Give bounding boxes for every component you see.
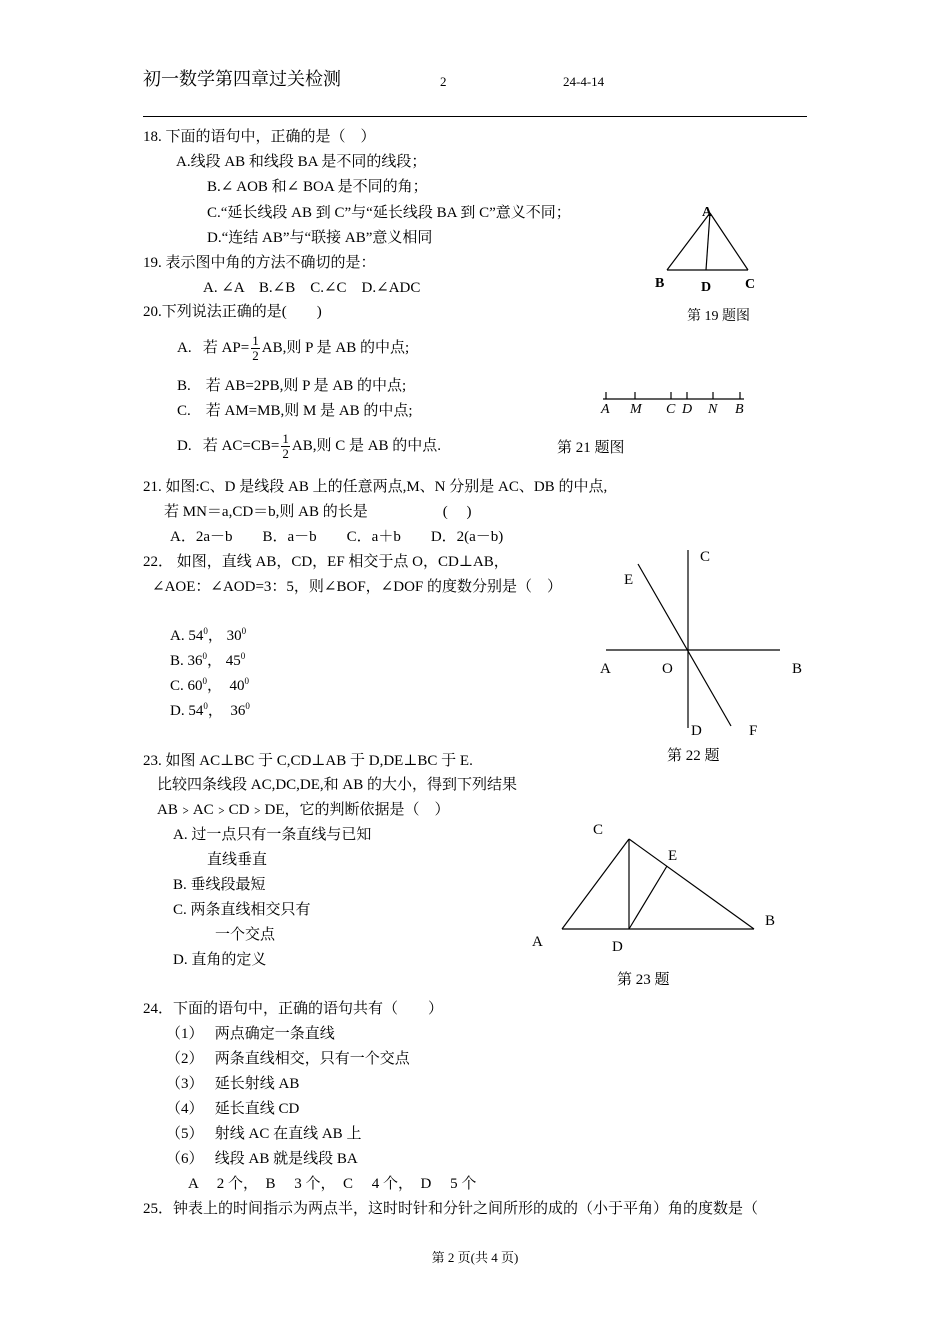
q23-option-a-line1: A. 过一点只有一条直线与已知 — [173, 827, 372, 843]
q20-a-frac-den: 2 — [252, 348, 259, 364]
q22-c-deg1: 0 — [202, 676, 208, 686]
q24-item — [166, 1125, 361, 1143]
q23-stem-line1: 23. 如图 AC⊥BC 于 C,CD⊥AB 于 D,DE⊥BC 于 E. — [143, 753, 473, 769]
q23-stem-line2: 比较四条线段 AC,DC,DE,和 AB 的大小，得到下列结果 — [157, 777, 518, 793]
q23-line-ac — [562, 839, 629, 929]
q23-label-c: C — [593, 822, 604, 838]
q22-label-a: A — [600, 661, 611, 677]
q20-option-c: C. 若 AM=MB,则 M 是 AB 的中点; — [177, 403, 413, 419]
q23-label-d: D — [612, 939, 623, 955]
q20-a-fraction — [251, 334, 260, 363]
q24-item-num: （1） — [166, 1026, 204, 1042]
q24-item — [166, 1025, 335, 1043]
q19-label-a: A — [702, 205, 713, 220]
q21-stem-line2: 若 MN＝a,CD＝b,则 AB 的长是 ( ) — [164, 504, 472, 520]
q23-caption: 第 23 题 — [617, 972, 670, 988]
q19-label-d: D — [701, 280, 712, 295]
q22-label-e: E — [624, 572, 634, 588]
q22-c-v1: 60 — [187, 678, 203, 694]
q23-option-c-line1: C. 两条直线相交只有 — [173, 902, 311, 918]
q24-item-num: （6） — [166, 1151, 204, 1167]
q23-line-de — [629, 866, 667, 929]
q18-stem: 18. 下面的语句中，正确的是（ ） — [143, 129, 376, 145]
q19-figure — [640, 200, 770, 325]
q24-item-num: （3） — [166, 1076, 204, 1092]
q22-b-v1: 36 — [187, 653, 203, 669]
q24-item-num: （5） — [166, 1126, 204, 1142]
q22-option-d: D. $54^0$， $36^0$ — [170, 701, 250, 719]
q21-label-m: M — [630, 402, 642, 417]
q22-option-a: A. $54^0$， $30^0$ — [170, 626, 247, 644]
q25-stem: 25．钟表上的时间指示为两点半，这时时针和分针之间所形的成的（小于平角）角的度数是（ — [143, 1201, 759, 1217]
q22-label-b: B — [792, 661, 803, 677]
q24-item — [166, 1050, 410, 1068]
q20-option-b: B. 若 AB=2PB,则 P 是 AB 的中点; — [177, 378, 407, 394]
q19-label-c: C — [745, 277, 756, 292]
q20-option-a — [177, 332, 409, 364]
q24-item — [166, 1150, 358, 1168]
header-page-number: 2 — [440, 74, 447, 89]
q22-a-label: A. — [170, 628, 185, 644]
q20-a-post: AB,则 P 是 AB 的中点; — [261, 340, 410, 356]
q23-line-cb — [629, 839, 754, 929]
q22-d-v2: 36 — [230, 703, 246, 719]
q18-option-d: D.“连结 AB”与“联接 AB”意义相同 — [207, 230, 433, 246]
q24-item-text: 射线 AC 在直线 AB 上 — [214, 1126, 362, 1142]
q22-b-deg1: 0 — [202, 651, 208, 661]
q18-option-c: C.“延长线段 AB 到 C”与“延长线段 BA 到 C”意义不同； — [207, 205, 571, 221]
q22-caption: 第 22 题 — [667, 748, 720, 764]
q24-item-text: 延长直线 CD — [214, 1101, 300, 1117]
q22-option-c: C. $60^0$， $40^0$ — [170, 676, 250, 694]
header-rule — [143, 116, 807, 117]
q20-option-d — [177, 430, 441, 462]
q22-a-deg1: 0 — [203, 626, 208, 636]
q21-label-c: C — [666, 402, 676, 417]
q21-label-a: A — [601, 402, 610, 417]
q20-a-label: A. — [177, 340, 192, 356]
q22-d-deg2: 0 — [245, 701, 250, 711]
q24-item-text: 线段 AB 就是线段 BA — [214, 1151, 358, 1167]
q22-b-label: B. — [170, 653, 184, 669]
q21-options: A．2a－b B．a－b C．a＋b D．2(a－b) — [170, 529, 504, 545]
q19-stem: 19. 表示图中角的方法不确切的是： — [143, 255, 376, 271]
q22-d-v1: 54 — [188, 703, 204, 719]
q20-d-pre: 若 AC=CB= — [202, 438, 280, 454]
q21-label-n: N — [708, 402, 718, 417]
q20-d-fraction — [281, 432, 290, 461]
q18-option-b: B.∠ AOB 和∠ BOA 是不同的角； — [207, 179, 428, 195]
q22-b-v2: 45 — [225, 653, 241, 669]
q22-c-deg2: 0 — [244, 676, 250, 686]
q24-item-text: 延长射线 AB — [214, 1076, 300, 1092]
q24-item-num: （2） — [166, 1051, 204, 1067]
q22-label-d: D — [691, 723, 702, 739]
q20-d-post: AB,则 C 是 AB 的中点. — [291, 438, 442, 454]
q21-caption: 第 21 题图 — [557, 440, 625, 456]
q22-a-v2: 30 — [226, 628, 242, 644]
q22-d-deg1: 0 — [203, 701, 208, 711]
header-date: 24-4-14 — [563, 74, 605, 89]
q22-line-ef — [638, 564, 731, 726]
q22-label-f: F — [749, 723, 758, 739]
q24-item — [166, 1075, 299, 1093]
q24-item-num: （4） — [166, 1101, 204, 1117]
page-footer: 第 2 页(共 4 页) — [431, 1250, 519, 1265]
q18-option-a: A.线段 AB 和线段 BA 是不同的线段； — [176, 154, 427, 170]
q23-label-e: E — [668, 848, 678, 864]
q21-label-d: D — [682, 402, 693, 417]
q23-option-d: D. 直角的定义 — [173, 952, 267, 968]
q22-stem-line2: ∠AOE：∠AOD=3：5，则∠BOF，∠DOF 的度数分别是（ ） — [152, 579, 562, 595]
q21-figure — [557, 388, 755, 458]
q20-d-frac-num: 1 — [282, 431, 289, 447]
q22-label-o: O — [662, 661, 673, 677]
q22-c-v2: 40 — [229, 678, 245, 694]
q21-stem-line1: 21. 如图:C、D 是线段 AB 上的任意两点,M、N 分别是 AC、DB 的中点, — [143, 479, 608, 495]
q20-d-frac-den: 2 — [282, 446, 289, 462]
q23-label-b: B — [765, 913, 776, 929]
q23-option-a-line2: 直线垂直 — [207, 852, 268, 868]
q22-stem-line1: 22． 如图，直线 AB，CD，EF 相交于点 O，CD⊥AB， — [143, 554, 509, 570]
q22-a-deg2: 0 — [241, 626, 247, 636]
q19-caption: 第 19 题图 — [687, 309, 750, 324]
q24-options: A 2 个， B 3 个， C 4 个， D 5 个 — [188, 1176, 477, 1192]
q19-line-ad — [706, 213, 710, 270]
q22-label-c: C — [700, 549, 711, 565]
q23-label-a: A — [532, 934, 543, 950]
q23-option-b: B. 垂线段最短 — [173, 877, 266, 893]
q20-a-pre: 若 AP= — [202, 340, 250, 356]
q22-figure — [590, 540, 820, 770]
q24-item-text: 两点确定一条直线 — [214, 1026, 335, 1042]
q19-line-ab — [667, 213, 710, 270]
q20-stem: 20.下列说法正确的是( ) — [143, 304, 322, 320]
q22-b-deg2: 0 — [240, 651, 246, 661]
q23-option-c-line2: 一个交点 — [215, 927, 276, 943]
q22-option-b: B. $36^0$， $45^0$ — [170, 651, 246, 669]
q19-line-ac — [710, 213, 748, 270]
q19-options: A. ∠A B.∠B C.∠C D.∠ADC — [203, 280, 421, 296]
q24-stem: 24．下面的语句中，正确的语句共有（ ） — [143, 1001, 444, 1017]
q23-figure — [525, 815, 795, 995]
q22-a-v1: 54 — [188, 628, 204, 644]
q22-d-label: D. — [170, 703, 185, 719]
exam-title: 初一数学第四章过关检测 — [143, 69, 341, 89]
q21-label-b: B — [735, 402, 744, 417]
q19-label-b: B — [655, 276, 665, 291]
q22-c-label: C. — [170, 678, 184, 694]
q23-stem-line3: AB﹥AC﹥CD﹥DE，它的判断依据是（ ） — [157, 802, 450, 818]
q20-a-frac-num: 1 — [252, 333, 259, 349]
q24-item-text: 两条直线相交，只有一个交点 — [214, 1051, 410, 1067]
q20-d-label: D. — [177, 438, 192, 454]
q24-item — [166, 1100, 299, 1118]
